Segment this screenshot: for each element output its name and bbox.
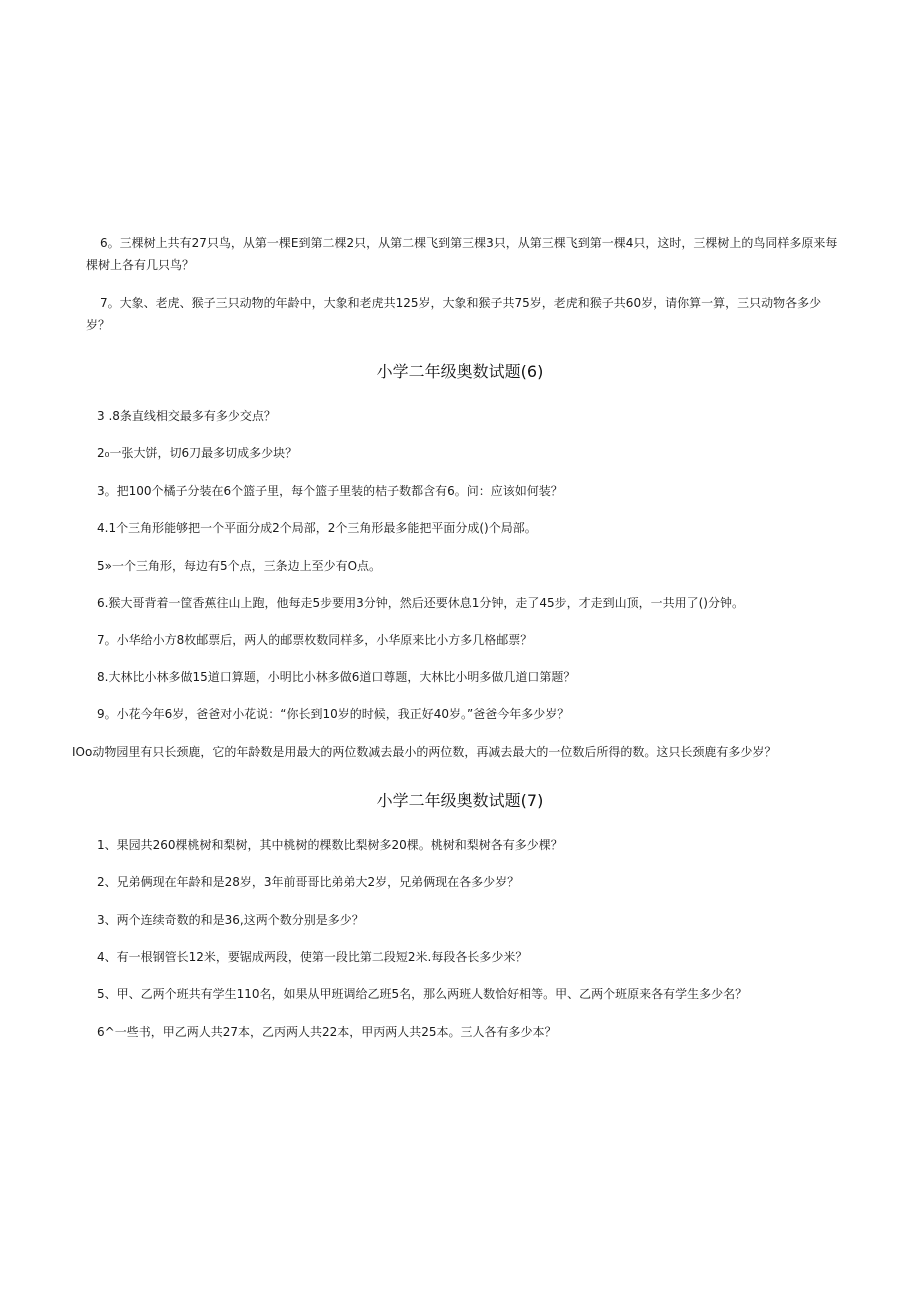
- problem-text: 9。小花今年6岁，爸爸对小花说：“你长到10岁的时候，我正好40岁。”爸爸今年多少岁？: [97, 707, 570, 721]
- problem-text: 6.猴大哥背着一筐香蕉往山上跑，他每走5步要用3分钟，然后还要休息1分钟，走了45步，才走到山顶，一共用了()分钟。: [97, 596, 744, 610]
- problem-text: 1、果园共260棵桃树和梨树，其中桃树的棵数比梨树多20棵。桃树和梨树各有多少棵？: [97, 838, 563, 852]
- problem-text: 7。大象、老虎、猴子三只动物的年龄中，大象和老虎共125岁，大象和猴子共75岁，老虎和猴子共60岁，请你算一算，三只动物各多少岁？: [86, 296, 822, 332]
- problem-text: 5、甲、乙两个班共有学生110名，如果从甲班调给乙班5名，那么两班人数恰好相等。甲、乙两个班原来各有学生多少名？: [97, 987, 748, 1001]
- problem-text: 8.大林比小林多做15道口算题，小明比小林多做6道口尊题，大林比小明多做几道口第题？: [97, 670, 576, 684]
- problem-text: 2、兄弟俩现在年龄和是28岁，3年前哥哥比弟弟大2岁，兄弟俩现在各多少岁？: [97, 875, 520, 889]
- problem-text: 3 .8条直线相交最多有多少交点？: [97, 409, 276, 423]
- section-title: 小学二年级奥数试题(6): [376, 362, 544, 381]
- problem-text: 7。小华给小方8枚邮票后，两人的邮票枚数同样多，小华原来比小方多几格邮票？: [97, 633, 533, 647]
- section-title: 小学二年级奥数试题(7): [376, 791, 544, 810]
- problem-text: 5»一个三角形，每边有5个点，三条边上至少有O点。: [97, 559, 382, 573]
- problem-text: 6。三棵树上共有27只鸟，从第一棵E到第二棵2只，从第二棵飞到第三棵3只，从第三棵飞到第一棵4只，这时，三棵树上的鸟同样多原来每棵树上各有几只鸟？: [86, 236, 838, 272]
- problem-text: IOo动物园里有只长颈鹿，它的年龄数是用最大的两位数减去最小的两位数，再减去最大的一位数后所得的数。这只长颈鹿有多少岁？: [72, 745, 777, 759]
- problem-text: 6^一些书，甲乙两人共27本，乙丙两人共22本，甲丙两人共25本。三人各有多少本？: [97, 1025, 557, 1039]
- problem-text: 2₀一张大饼，切6刀最多切成多少块？: [97, 446, 298, 460]
- problem-text: 3、两个连续奇数的和是36,这两个数分别是多少？: [97, 913, 364, 927]
- problem-text: 4、有一根钢管长12米，要锯成两段，使第一段比第二段短2米.每段各长多少米？: [97, 950, 528, 964]
- problem-text: 3。把100个橘子分装在6个篮子里，每个篮子里装的桔子数都含有6。问：应该如何装？: [97, 484, 563, 498]
- problem-text: 4.1个三角形能够把一个平面分成2个局部，2个三角形最多能把平面分成()个局部。: [97, 521, 537, 535]
